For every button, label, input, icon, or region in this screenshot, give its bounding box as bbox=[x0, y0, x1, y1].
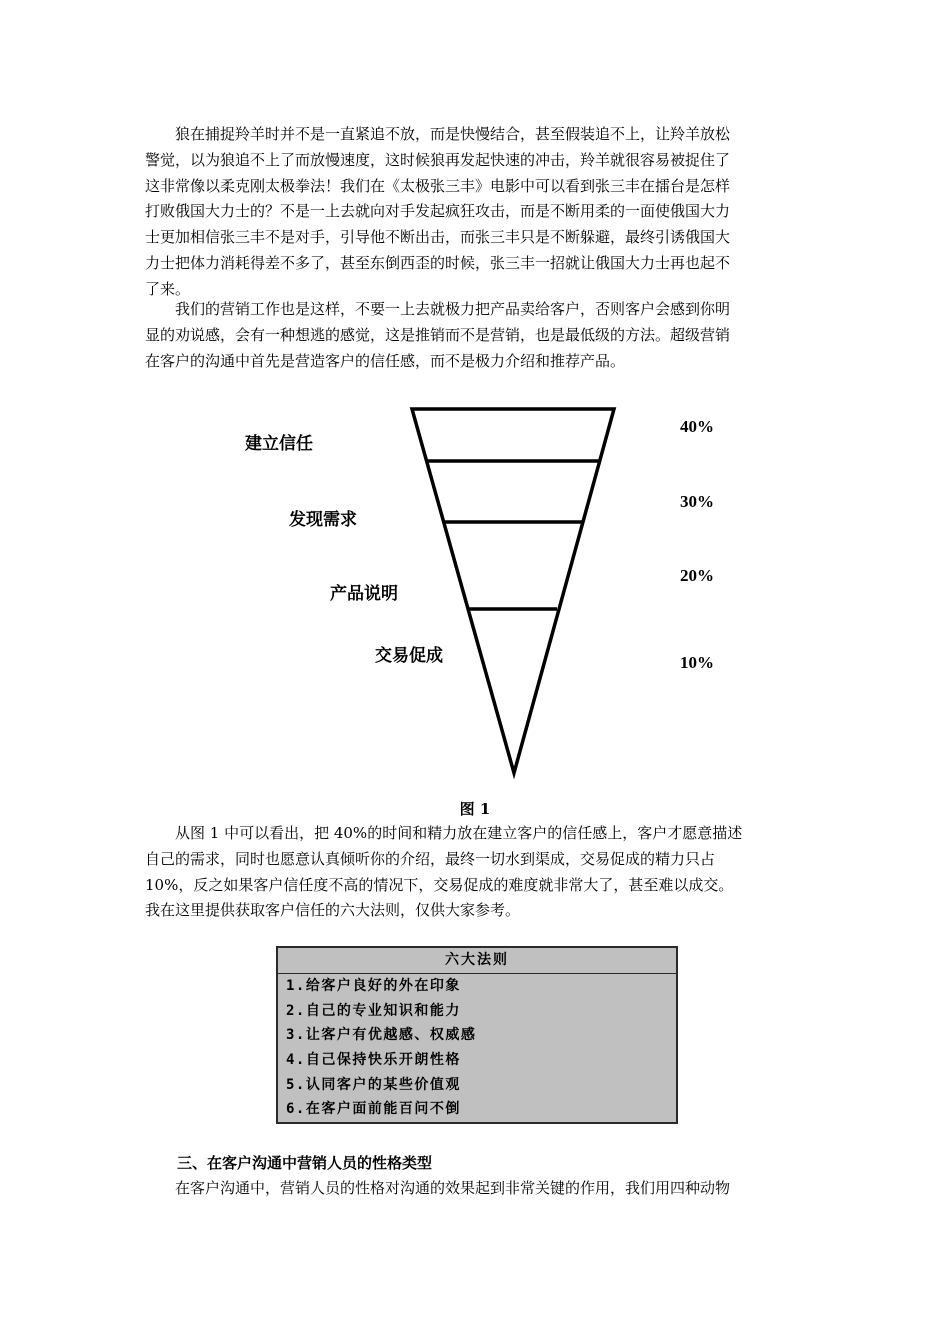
rule-item: 4.自己保持快乐开朗性格 bbox=[286, 1052, 461, 1069]
text-line: 我们的营销工作也是这样，不要一上去就极力把产品卖给客户，否则客户会感到你明 bbox=[175, 300, 731, 318]
rule-item: 2.自己的专业知识和能力 bbox=[286, 1002, 461, 1019]
text-line: 这非常像以柔克刚太极拳法！我们在《太极张三丰》电影中可以看到张三丰在擂台是怎样 bbox=[145, 176, 731, 195]
text-line: 士更加相信张三丰不是对手，引导他不断出击，而张三丰只是不断躲避，最终引诱俄国大 bbox=[145, 228, 731, 247]
funnel-label-close: 交易促成 bbox=[375, 646, 443, 666]
six-rules-title: 六大法则 bbox=[278, 948, 676, 974]
paragraph-marketing bbox=[145, 297, 807, 374]
paragraph-personality bbox=[145, 1176, 807, 1202]
text-line: 自己的需求，同时也愿意认真倾听你的介绍，最终一切水到渠成，交易促成的精力只占 bbox=[145, 849, 716, 868]
funnel-label-product: 产品说明 bbox=[330, 584, 398, 604]
funnel-diagram bbox=[0, 395, 950, 785]
text-line: 打败俄国大力士的？不是一上去就向对手发起疯狂攻击，而是不断用柔的一面使俄国大力 bbox=[145, 202, 731, 221]
funnel-label-needs: 发现需求 bbox=[289, 510, 357, 530]
rule-item: 6.在客户面前能百问不倒 bbox=[286, 1101, 461, 1118]
text-line: 我在这里提供获取客户信任的六大法则，仅供大家参考。 bbox=[145, 901, 521, 920]
paragraph-figure-explanation bbox=[145, 821, 807, 924]
figure-caption: 图 1 bbox=[459, 800, 491, 818]
text-line: 力士把体力消耗得差不多了，甚至东倒西歪的时候，张三丰一招就让俄国大力士再也起不 bbox=[145, 253, 731, 272]
text-line: 在客户的沟通中首先是营造客户的信任感，而不是极力介绍和推荐产品。 bbox=[145, 351, 626, 370]
text-line: 10%，反之如果客户信任度不高的情况下，交易促成的难度就非常大了，甚至难以成交。 bbox=[145, 875, 734, 894]
paragraph-wolf-story bbox=[145, 122, 807, 303]
rule-item: 1.给客户良好的外在印象 bbox=[286, 978, 461, 994]
text-line: 狼在捕捉羚羊时并不是一直紧追不放，而是快慢结合，甚至假装追不上，让羚羊放松 bbox=[175, 125, 731, 143]
funnel-percent-product: 20% bbox=[680, 566, 714, 585]
text-line: 从图 1 中可以看出，把 40%的时间和精力放在建立客户的信任感上，客户才愿意描述 bbox=[175, 824, 743, 842]
rule-item: 3.让客户有优越感、权威感 bbox=[286, 1027, 477, 1044]
funnel-percent-trust: 40% bbox=[680, 417, 714, 436]
rule-item: 5.认同客户的某些价值观 bbox=[286, 1076, 461, 1093]
funnel-outline bbox=[412, 409, 614, 773]
funnel-label-trust: 建立信任 bbox=[245, 434, 313, 454]
text-line: 警觉，以为狼追不上了而放慢速度，这时候狼再发起快速的冲击，羚羊就很容易被捉住了 bbox=[145, 150, 731, 169]
text-line: 在客户沟通中，营销人员的性格对沟通的效果起到非常关键的作用，我们用四种动物 bbox=[175, 1179, 731, 1197]
section-heading: 三、在客户沟通中营销人员的性格类型 bbox=[177, 1154, 433, 1172]
text-line: 显的劝说感，会有一种想逃的感觉，这是推销而不是营销，也是最低级的方法。超级营销 bbox=[145, 325, 731, 344]
funnel-percent-close: 10% bbox=[680, 653, 714, 672]
funnel-percent-needs: 30% bbox=[680, 492, 714, 511]
text-line: 了来。 bbox=[145, 279, 191, 298]
six-rules-table bbox=[276, 946, 678, 1124]
